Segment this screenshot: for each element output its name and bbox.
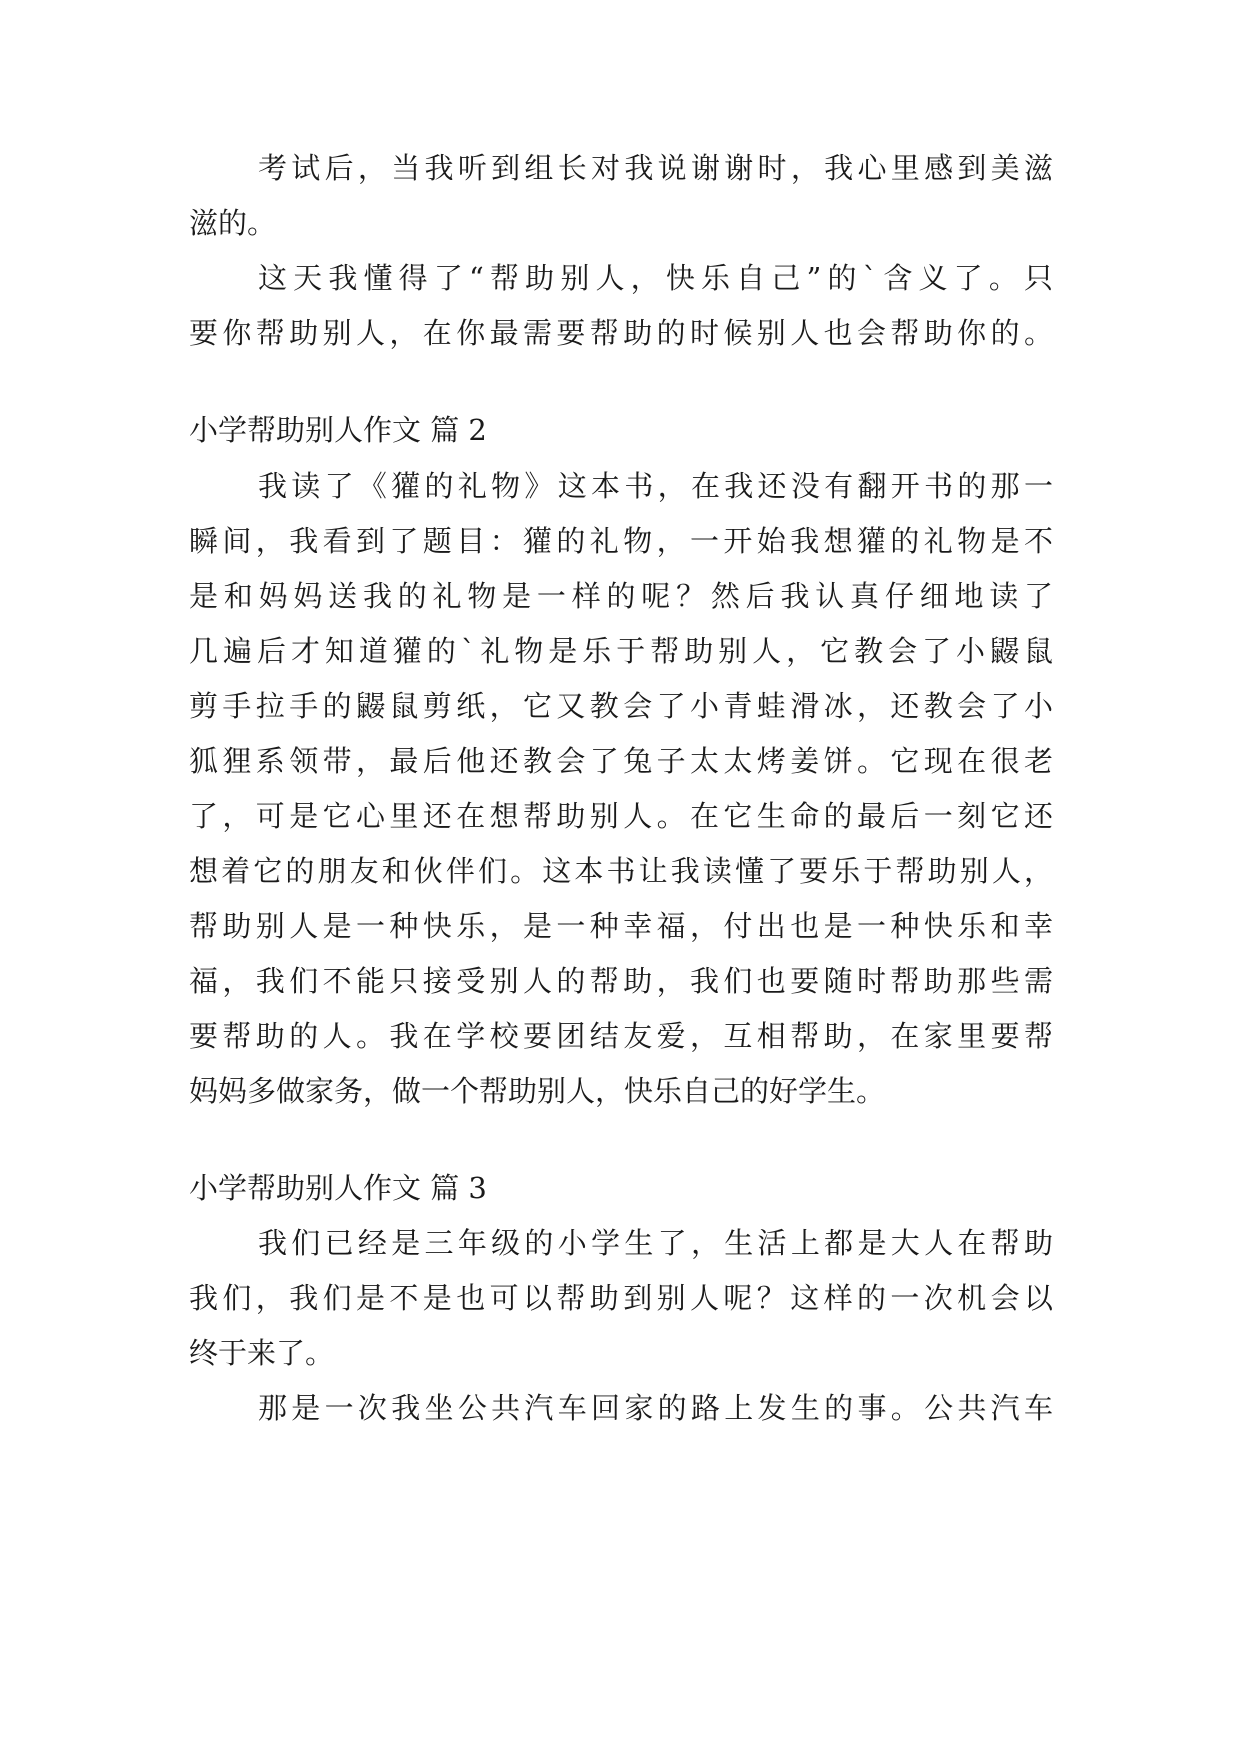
paragraph-line: 我读了《獾的礼物》这本书，在我还没有翻开书的那一 bbox=[258, 469, 1053, 503]
paragraph-line: 剪手拉手的鼹鼠剪纸，它又教会了小青蛙滑冰，还教会了小 bbox=[189, 689, 1053, 723]
section-heading: 小学帮助别人作文 篇 3 bbox=[189, 1171, 487, 1205]
paragraph-line: 了，可是它心里还在想帮助别人。在它生命的最后一刻它还 bbox=[189, 799, 1053, 833]
paragraph-line: 我们已经是三年级的小学生了，生活上都是大人在帮助 bbox=[258, 1226, 1053, 1260]
paragraph-line: 滋的。 bbox=[189, 206, 277, 240]
paragraph-line: 想着它的朋友和伙伴们。这本书让我读懂了要乐于帮助别人， bbox=[189, 854, 1053, 888]
paragraph-line: 这天我懂得了“帮助别人，快乐自己”的`含义了。只 bbox=[258, 261, 1053, 295]
paragraph-line: 那是一次我坐公共汽车回家的路上发生的事。公共汽车 bbox=[258, 1391, 1053, 1425]
paragraph-line: 几遍后才知道獾的`礼物是乐于帮助别人，它教会了小鼹鼠 bbox=[189, 634, 1053, 668]
paragraph-line: 我们，我们是不是也可以帮助到别人呢？这样的一次机会以 bbox=[189, 1281, 1053, 1315]
paragraph-line: 是和妈妈送我的礼物是一样的呢？然后我认真仔细地读了 bbox=[189, 579, 1053, 613]
paragraph-line: 考试后，当我听到组长对我说谢谢时，我心里感到美滋 bbox=[258, 151, 1053, 185]
paragraph-line: 妈妈多做家务，做一个帮助别人，快乐自己的好学生。 bbox=[189, 1074, 886, 1108]
section-heading: 小学帮助别人作文 篇 2 bbox=[189, 413, 487, 447]
paragraph-line: 终于来了。 bbox=[189, 1336, 335, 1370]
paragraph-line: 要你帮助别人，在你最需要帮助的时候别人也会帮助你的。 bbox=[189, 316, 1053, 350]
paragraph-line: 帮助别人是一种快乐，是一种幸福，付出也是一种快乐和幸 bbox=[189, 909, 1053, 943]
paragraph-line: 瞬间，我看到了题目：獾的礼物，一开始我想獾的礼物是不 bbox=[189, 524, 1053, 558]
paragraph-line: 福，我们不能只接受别人的帮助，我们也要随时帮助那些需 bbox=[189, 964, 1053, 998]
paragraph-line: 狐狸系领带，最后他还教会了兔子太太烤姜饼。它现在很老 bbox=[189, 744, 1053, 778]
paragraph-line: 要帮助的人。我在学校要团结友爱，互相帮助，在家里要帮 bbox=[189, 1019, 1053, 1053]
